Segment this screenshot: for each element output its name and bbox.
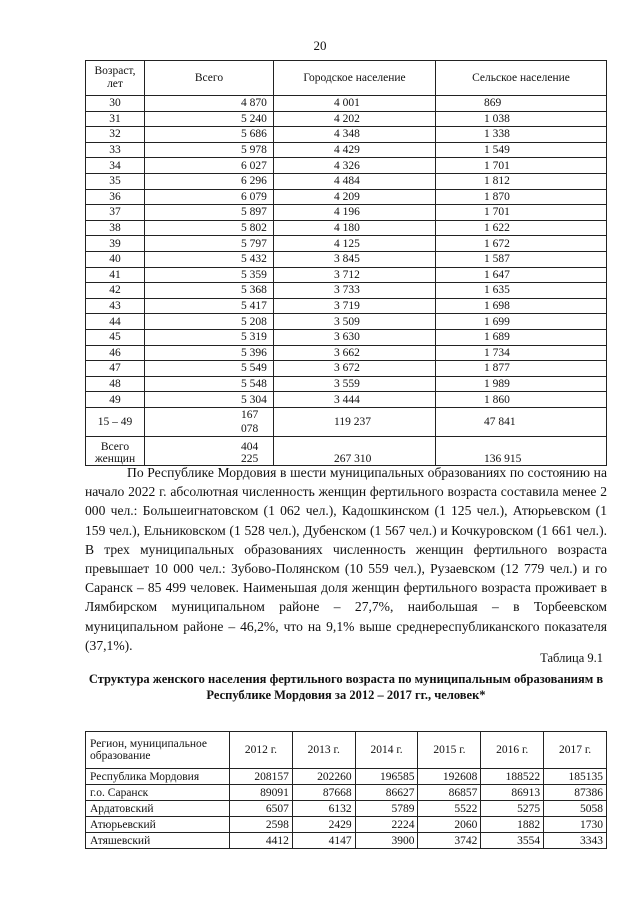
age-cell: 30 [86, 96, 145, 112]
rural-cell: 1 870 [436, 189, 607, 205]
rural-cell: 1 734 [436, 345, 607, 361]
age-cell: 37 [86, 205, 145, 221]
table-row [86, 142, 607, 158]
rural-cell: 1 699 [436, 314, 607, 330]
age-cell: 43 [86, 298, 145, 314]
urban-cell: 3 509 [274, 314, 436, 330]
table-row [86, 817, 607, 833]
urban-cell: 3 719 [274, 298, 436, 314]
age-cell: 41 [86, 267, 145, 283]
value-cell: 2224 [355, 817, 418, 833]
rural-cell: 1 701 [436, 158, 607, 174]
table-header-row [86, 61, 607, 96]
table-row [86, 251, 607, 267]
municipal-table-body [86, 769, 607, 849]
urban-cell: 4 209 [274, 189, 436, 205]
age-cell: 35 [86, 173, 145, 189]
age-cell: 48 [86, 376, 145, 392]
table-row [86, 189, 607, 205]
region-cell: Республика Мордовия [86, 769, 230, 785]
total-cell: 5 548 [145, 376, 274, 392]
value-cell: 192608 [418, 769, 481, 785]
urban-cell: 4 001 [274, 96, 436, 112]
total-cell: 6 079 [145, 189, 274, 205]
rural-cell: 136 915 [436, 436, 607, 465]
urban-cell: 4 125 [274, 236, 436, 252]
value-cell: 86913 [481, 785, 544, 801]
rural-cell: 1 038 [436, 111, 607, 127]
urban-cell: 4 348 [274, 127, 436, 143]
table-row [86, 407, 607, 436]
header-2013: 2013 г. [292, 732, 355, 769]
value-cell: 208157 [230, 769, 293, 785]
total-cell: 5 549 [145, 361, 274, 377]
value-cell: 6507 [230, 801, 293, 817]
urban-cell: 4 429 [274, 142, 436, 158]
body-paragraph: По Республике Мордовия в шести муниципальных образованиях по состоянию на начало 2022 г. абсолютная численность женщин фертильного возраста составила менее 2 000 чел.: Большеигнатовском (1 062 чел.), Кадошкинском (1 125 чел.), Атюрьевском (1 159 чел.), Ельниковском (1 528 чел.), Дубенском (1 567 чел.) и Кочкуровском (1 661 чел.). В трех муниципальных образованиях численность женщин фертильного возраста превышает 10 000 чел.: Зубово-Полянском (10 559 чел.), Рузаевском (12 779 чел.) и го Саранск – 85 499 человек. Наименьшая доля женщин фертильного возраста проживает в Лямбирском муниципальном районе – 27,7%, наибольшая – в Торбеевском муниципальном районе – 46,2%, что на 9,1% выше среднереспубликанского показателя (37,1%). [85, 465, 607, 653]
age-cell: 33 [86, 142, 145, 158]
age-cell: 42 [86, 283, 145, 299]
total-cell: 5 396 [145, 345, 274, 361]
table-row [86, 314, 607, 330]
table-row [86, 345, 607, 361]
urban-cell: 119 237 [274, 407, 436, 436]
rural-cell: 1 622 [436, 220, 607, 236]
urban-cell: 4 202 [274, 111, 436, 127]
value-cell: 86857 [418, 785, 481, 801]
table-row [86, 205, 607, 221]
value-cell: 3742 [418, 833, 481, 849]
value-cell: 4412 [230, 833, 293, 849]
header-age: Возраст, лет [86, 61, 145, 96]
value-cell: 5522 [418, 801, 481, 817]
age-cell: 36 [86, 189, 145, 205]
value-cell: 86627 [355, 785, 418, 801]
urban-cell: 4 326 [274, 158, 436, 174]
header-rural: Сельское население [436, 61, 607, 96]
table-row [86, 769, 607, 785]
total-cell: 167 078 [145, 407, 274, 436]
urban-cell: 3 712 [274, 267, 436, 283]
value-cell: 87386 [544, 785, 607, 801]
municipal-table [85, 731, 607, 849]
age-cell: 46 [86, 345, 145, 361]
rural-cell: 869 [436, 96, 607, 112]
value-cell: 5058 [544, 801, 607, 817]
header-2016: 2016 г. [481, 732, 544, 769]
urban-cell: 267 310 [274, 436, 436, 465]
table-row [86, 127, 607, 143]
value-cell: 1730 [544, 817, 607, 833]
table-row [86, 158, 607, 174]
total-cell: 5 319 [145, 329, 274, 345]
urban-cell: 3 672 [274, 361, 436, 377]
value-cell: 2060 [418, 817, 481, 833]
value-cell: 196585 [355, 769, 418, 785]
header-urban: Городское население [274, 61, 436, 96]
rural-cell: 1 587 [436, 251, 607, 267]
page-number: 20 [313, 38, 327, 53]
table-caption: Таблица 9.1 [540, 651, 603, 665]
age-cell: 40 [86, 251, 145, 267]
urban-cell: 3 559 [274, 376, 436, 392]
rural-cell: 1 672 [436, 236, 607, 252]
header-region: Регион, муниципальное образование [86, 732, 230, 769]
total-cell: 5 978 [145, 142, 274, 158]
rural-cell: 1 338 [436, 127, 607, 143]
region-cell: Атяшевский [86, 833, 230, 849]
table-row [86, 361, 607, 377]
age-cell: 49 [86, 392, 145, 408]
age-cell: 34 [86, 158, 145, 174]
rural-cell: 47 841 [436, 407, 607, 436]
value-cell: 5789 [355, 801, 418, 817]
age-cell: 38 [86, 220, 145, 236]
value-cell: 202260 [292, 769, 355, 785]
urban-cell: 4 196 [274, 205, 436, 221]
value-cell: 5275 [481, 801, 544, 817]
table-header-row [86, 732, 607, 769]
table-row [86, 236, 607, 252]
age-cell: 45 [86, 329, 145, 345]
age-cell: 44 [86, 314, 145, 330]
value-cell: 1882 [481, 817, 544, 833]
total-cell: 5 432 [145, 251, 274, 267]
value-cell: 3343 [544, 833, 607, 849]
table-row [86, 283, 607, 299]
rural-cell: 1 812 [436, 173, 607, 189]
total-cell: 5 686 [145, 127, 274, 143]
age-cell: 31 [86, 111, 145, 127]
value-cell: 185135 [544, 769, 607, 785]
total-cell: 6 296 [145, 173, 274, 189]
total-cell: 5 304 [145, 392, 274, 408]
header-2017: 2017 г. [544, 732, 607, 769]
total-cell: 5 802 [145, 220, 274, 236]
rural-cell: 1 989 [436, 376, 607, 392]
urban-cell: 3 662 [274, 345, 436, 361]
total-cell: 5 797 [145, 236, 274, 252]
total-cell: 5 208 [145, 314, 274, 330]
urban-cell: 4 180 [274, 220, 436, 236]
table-row [86, 267, 607, 283]
table-row [86, 329, 607, 345]
rural-cell: 1 549 [436, 142, 607, 158]
rural-cell: 1 877 [436, 361, 607, 377]
table-row [86, 376, 607, 392]
age-cell: Всего женщин [86, 436, 145, 465]
age-cell: 47 [86, 361, 145, 377]
value-cell: 4147 [292, 833, 355, 849]
table-row [86, 96, 607, 112]
value-cell: 87668 [292, 785, 355, 801]
value-cell: 3554 [481, 833, 544, 849]
urban-cell: 3 630 [274, 329, 436, 345]
table2-title: Структура женского населения фертильного возраста по муниципальным образованиям в Республике Мордовия за 2012 – 2017 гг., человек* [88, 672, 604, 702]
total-cell: 5 897 [145, 205, 274, 221]
region-cell: Атюрьевский [86, 817, 230, 833]
age-table-body [86, 96, 607, 466]
rural-cell: 1 698 [436, 298, 607, 314]
total-cell: 4 870 [145, 96, 274, 112]
urban-cell: 3 444 [274, 392, 436, 408]
value-cell: 3900 [355, 833, 418, 849]
total-cell: 5 359 [145, 267, 274, 283]
table-row [86, 785, 607, 801]
age-cell: 32 [86, 127, 145, 143]
total-cell: 404 225 [145, 436, 274, 465]
value-cell: 89091 [230, 785, 293, 801]
table-row [86, 392, 607, 408]
urban-cell: 3 845 [274, 251, 436, 267]
age-cell: 15 – 49 [86, 407, 145, 436]
urban-cell: 4 484 [274, 173, 436, 189]
total-cell: 6 027 [145, 158, 274, 174]
rural-cell: 1 647 [436, 267, 607, 283]
header-2014: 2014 г. [355, 732, 418, 769]
table-row [86, 111, 607, 127]
table-row [86, 801, 607, 817]
urban-cell: 3 733 [274, 283, 436, 299]
header-total: Всего [145, 61, 274, 96]
table-row [86, 298, 607, 314]
value-cell: 188522 [481, 769, 544, 785]
table-row [86, 220, 607, 236]
value-cell: 6132 [292, 801, 355, 817]
age-population-table [85, 60, 607, 466]
header-2015: 2015 г. [418, 732, 481, 769]
value-cell: 2598 [230, 817, 293, 833]
age-cell: 39 [86, 236, 145, 252]
table-row [86, 173, 607, 189]
value-cell: 2429 [292, 817, 355, 833]
rural-cell: 1 860 [436, 392, 607, 408]
total-cell: 5 368 [145, 283, 274, 299]
rural-cell: 1 701 [436, 205, 607, 221]
region-cell: г.о. Саранск [86, 785, 230, 801]
total-cell: 5 417 [145, 298, 274, 314]
total-cell: 5 240 [145, 111, 274, 127]
rural-cell: 1 689 [436, 329, 607, 345]
table-row [86, 833, 607, 849]
header-2012: 2012 г. [230, 732, 293, 769]
region-cell: Ардатовский [86, 801, 230, 817]
total-row [86, 436, 607, 465]
rural-cell: 1 635 [436, 283, 607, 299]
